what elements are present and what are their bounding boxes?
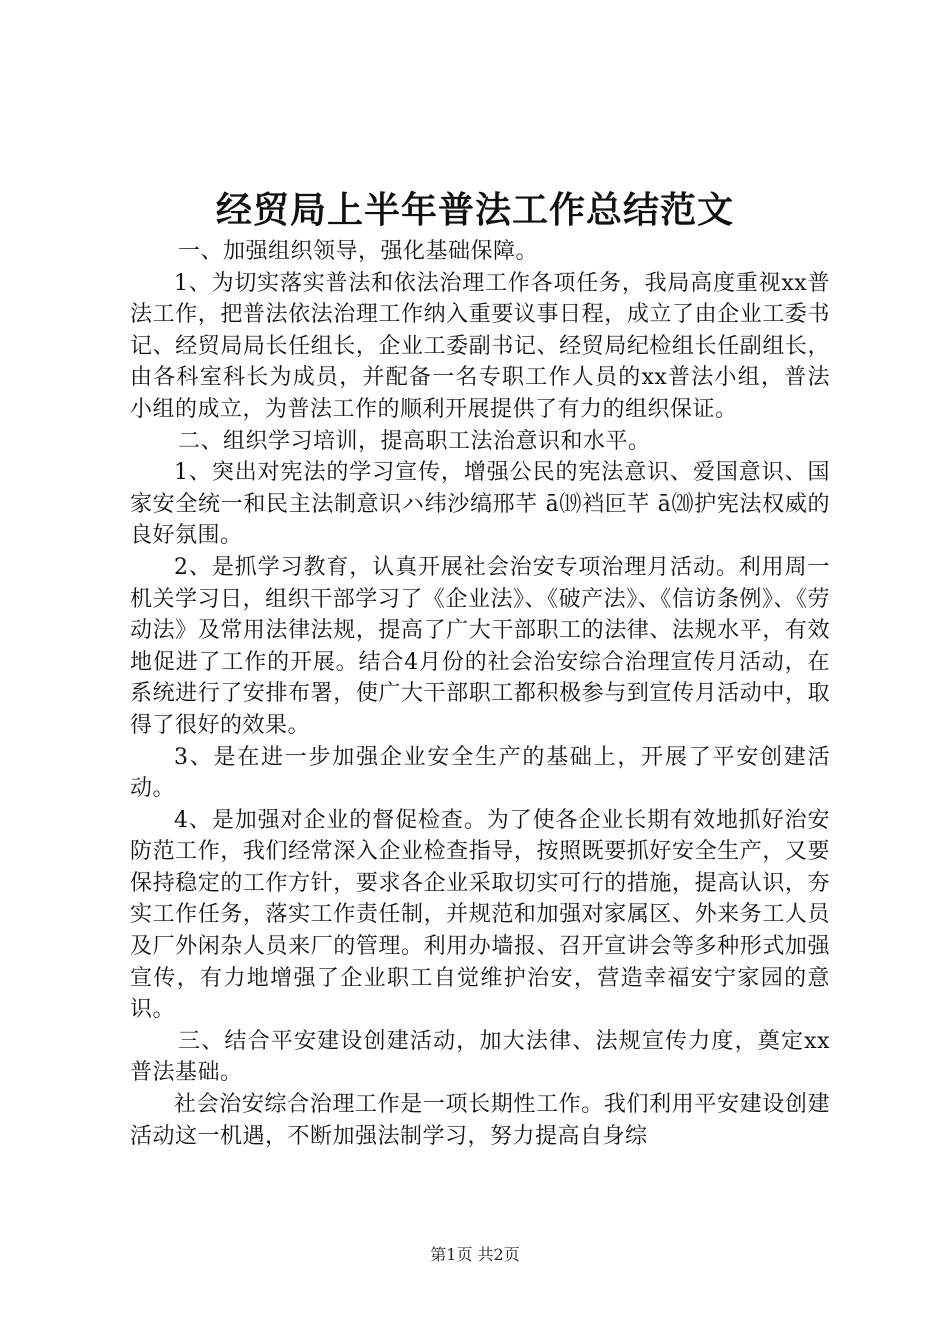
page-number-footer: 第1页 共2页: [430, 1245, 520, 1264]
paragraph-3: 2、是抓学习教育，认真开展社会治安专项治理月活动。利用周一机关学习日，组织干部学习了《企业法》、《破产法》、《信访条例》、《劳动法》及常用法律法规，提高了广大干部职工的法律、法规水平，有效地促进了工作的开展。结合4月份的社会治安综合治理宣传月活动，在系统进行了安排布署，使广大干部职工都积极参与到宣传月活动中，取得了很好的效果。: [130, 554, 830, 738]
document-body: [130, 236, 830, 1152]
paragraph-5: 4、是加强对企业的督促检查。为了使各企业长期有效地抓好治安防范工作，我们经常深入企业检查指导，按照既要抓好安全生产，又要保持稳定的工作方针，要求各企业采取切实可行的措施，提高认识，夯实工作任务，落实工作责任制，并规范和加强对家属区、外来务工人员及厂外闲杂人员来厂的管理。利用办墙报、召开宣讲会等多种形式加强宣传，有力地增强了企业职工自觉维护治安，营造幸福安宁家园的意识。: [130, 807, 830, 1023]
page-title: 经贸局上半年普法工作总结范文: [215, 189, 734, 231]
section-heading-2: 二、组织学习培训，提高职工法治意识和水平。: [178, 428, 651, 454]
paragraph-1: 1、为切实落实普法和依法治理工作各项任务，我局高度重视xx普法工作，把普法依法治理工作纳入重要议事日程，成立了由企业工委书记、经贸局局长任组长，企业工委副书记、经贸局纪检组长任副组长，由各科室科长为成员，并配备一名专职工作人员的xx普法小组，普法小组的成立，为普法工作的顺利开展提供了有力的组织保证。: [130, 270, 830, 422]
paragraph-4: 3、是在进一步加强企业安全生产的基础上，开展了平安创建活动。: [130, 744, 830, 802]
section-heading-3: 三、结合平安建设创建活动，加大法律、法规宣传力度，奠定xx普法基础。: [130, 1028, 830, 1086]
section-heading-1: 一、加强组织领导，强化基础保障。: [178, 239, 539, 264]
paragraph-2: 1、突出对宪法的学习宣传，增强公民的宪法意识、爱国意识、国家安全统一和民主法制意识ハ纬沙缟邢芊 ā⒆裆叵芊 ā⒇护宪法权威的良好氛围。: [130, 460, 830, 549]
paragraph-6: 社会治安综合治理工作是一项长期性工作。我们利用平安建设创建活动这一机遇，不断加强法制学习，努力提高自身综: [130, 1092, 830, 1149]
